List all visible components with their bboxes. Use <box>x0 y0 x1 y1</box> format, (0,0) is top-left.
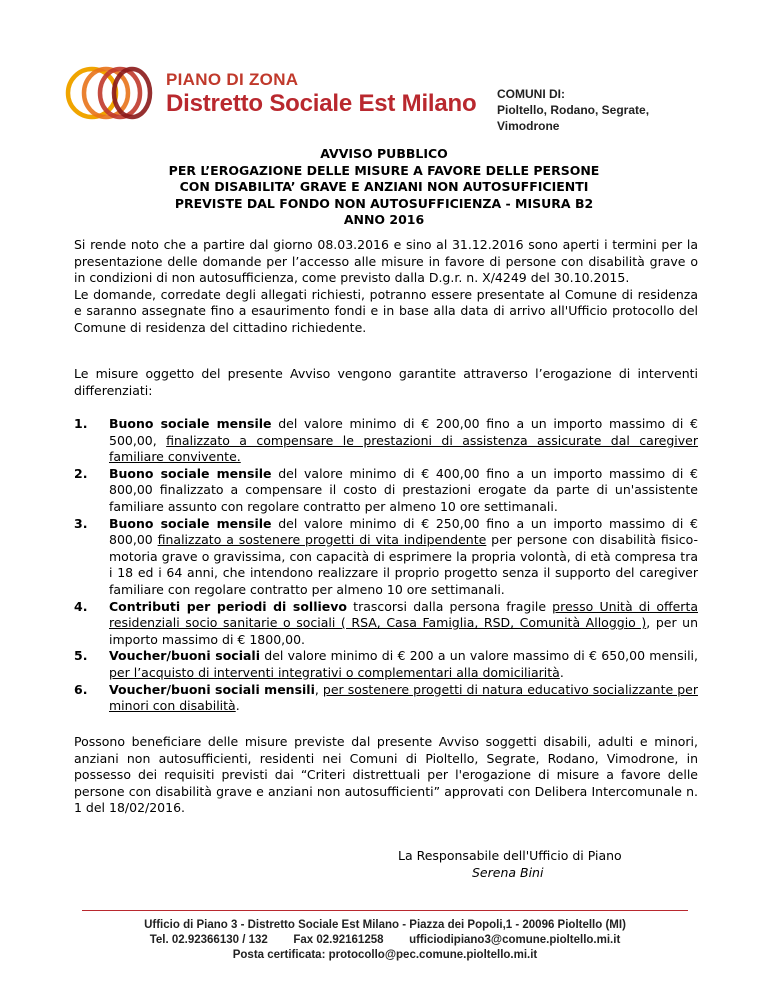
comuni-label: COMUNI DI: <box>497 87 565 101</box>
signature-block <box>398 847 622 881</box>
footer-contacts <box>82 933 688 948</box>
item-text: , <box>314 681 323 697</box>
item-underlined: finalizzato a compensare le prestazioni di assistenza assicurate dal caregiver familiare convivente. <box>109 432 699 465</box>
item-tail: , per un importo massimo di € 1800,00. <box>109 615 699 647</box>
title-line-3: CON DISABILITA’ GRAVE E ANZIANI NON AUTOSUFFICIENTI <box>179 179 589 195</box>
item-text: del valore minimo di € 200 a un valore massimo di € 650,00 mensili, <box>260 648 698 664</box>
title-line-4: PREVISTE DAL FONDO NON AUTOSUFFICIENZA - MISURA B2 <box>174 195 594 211</box>
footer-tel: Tel. 02.92366130 / 132 <box>149 934 268 946</box>
intro-paragraphs <box>74 237 698 337</box>
item-underlined: presso Unità di offerta residenziali socio sanitarie o sociali ( RSA, Casa Famiglia, RSD, Comunità Alloggio ) <box>109 598 698 631</box>
footer-address: Ufficio di Piano 3 - Distretto Sociale Est Milano - Piazza dei Popoli,1 - 20096 Pioltello (MI) <box>144 919 626 931</box>
item-title: Contributi per periodi di sollievo <box>109 598 347 614</box>
item-number: 4. <box>74 598 88 614</box>
item-title: Buono sociale mensile <box>109 416 272 431</box>
item-text: del valore minimo di € 250,00 fino a un importo massimo di € 800,00 <box>109 515 698 548</box>
item-underlined: per l’acquisto di interventi integrativi o complementari alla domiciliarità <box>109 664 560 680</box>
item-tail: . <box>559 664 564 680</box>
signature-name: Serena Bini <box>472 865 544 880</box>
list-item <box>74 516 698 599</box>
list-item <box>74 599 698 649</box>
item-underlined: finalizzato a sostenere progetti di vita indipendente <box>157 532 487 548</box>
item-title: Buono sociale mensile <box>109 515 272 531</box>
footer-divider <box>82 910 688 911</box>
intro-paragraph-3: Le misure oggetto del presente Avviso vengono garantite attraverso l’erogazione di interventi differenziati: <box>74 366 698 398</box>
brand-line-1: PIANO DI ZONA <box>166 70 299 89</box>
item-number: 1. <box>74 416 88 431</box>
title-line-2: PER L’EROGAZIONE DELLE MISURE A FAVORE DELLE PERSONE <box>168 162 600 178</box>
closing-paragraph: Possono beneficiare delle misure previste dal presente Avviso soggetti disabili, adulti e minori, anziani non autosufficienti, residenti nei Comuni di Pioltello, Segrate, Rodano, Vimodrone, in possesso dei requisiti previsti dai “Criteri distrettuali per l'erogazione di misure a favore delle persone con disabilità grave e anziani non autosufficienti” approvati con Delibera Intercomunale n. 1 del 18/02/2016. <box>74 734 698 816</box>
brand-line-2: Distretto Sociale Est Milano <box>166 90 477 117</box>
item-underlined: per sostenere progetti di natura educativo socializzante per minori con disabilità <box>109 681 698 714</box>
list-item <box>74 648 698 681</box>
item-text: trascorsi dalla persona fragile <box>347 598 553 614</box>
measures-list <box>74 416 698 715</box>
footer-fax: Fax 02.92161258 <box>293 934 384 946</box>
piano-di-zona-logo <box>62 62 158 124</box>
letterhead <box>62 62 712 133</box>
list-item <box>74 682 698 715</box>
item-number: 5. <box>74 648 88 664</box>
footer-pec: Posta certificata: protocollo@pec.comune.pioltello.mi.it <box>232 949 538 961</box>
notice-title <box>74 146 694 229</box>
list-item <box>74 416 698 466</box>
comuni-list: Pioltello, Rodano, Segrate, Vimodrone <box>497 103 650 133</box>
footer <box>82 918 688 963</box>
item-title: Voucher/buoni sociali <box>109 648 260 664</box>
item-tail: per persone con disabilità fisico-motoria grave o gravissima, con capacità di esprimere la propria volontà, di età compresa tra i 18 ed i 64 anni, che intendono realizzare il proprio progetto senza il supporto del caregiver familiare con regolare contratto per almeno 10 ore settimanali. <box>109 532 698 597</box>
comuni-block <box>497 86 712 134</box>
list-item <box>74 466 698 516</box>
item-number: 2. <box>74 465 88 481</box>
item-title: Buono sociale mensile <box>109 465 272 481</box>
intro-paragraph-2: Le domande, corredate degli allegati richiesti, potranno essere presentate al Comune di residenza e saranno assegnate fino a esaurimento fondi e in base alla data di arrivo all'Ufficio protocollo del Comune di residenza del cittadino richiedente. <box>74 286 698 335</box>
item-number: 6. <box>74 681 88 697</box>
title-line-5: ANNO 2016 <box>343 212 425 228</box>
item-number: 3. <box>74 515 88 531</box>
item-title: Voucher/buoni sociali mensili <box>109 681 315 697</box>
title-line-1: AVVISO PUBBLICO <box>320 146 448 161</box>
item-tail: . <box>235 698 240 714</box>
intro-paragraph-1: Si rende noto che a partire dal giorno 08.03.2016 e sino al 31.12.2016 sono aperti i termini per la presentazione delle domande per l’accesso alle misure in favore di persone con disabilità grave o in condizioni di non autosufficienza, come previsto dalla D.g.r. n. X/4249 del 30.10.2015. <box>74 237 698 286</box>
item-text: del valore minimo di € 400,00 fino a un importo massimo di € 800,00 finalizzato a compensare il costo di prestazioni erogate da parte di un'assistente familiare assunto con regolare contratto per almeno 10 ore settimanali. <box>109 465 698 514</box>
footer-email-link[interactable]: ufficiodipiano3@comune.pioltello.mi.it <box>409 934 621 946</box>
item-text: del valore minimo di € 200,00 fino a un importo massimo di € 500,00, <box>109 416 698 448</box>
signature-role: La Responsabile dell'Ufficio di Piano <box>398 848 622 863</box>
